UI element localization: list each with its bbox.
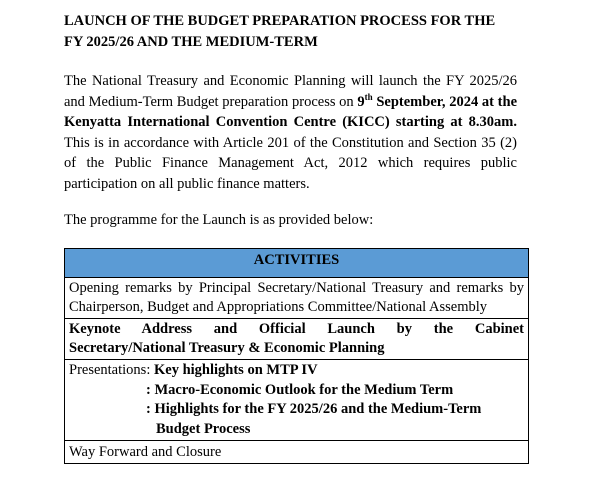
table-header-row — [65, 249, 529, 278]
intro-paragraph — [64, 71, 517, 194]
launch-day-suffix: th — [364, 91, 373, 102]
table-row — [65, 319, 529, 360]
table-row — [65, 278, 529, 319]
presentation-item-3-line-1: : Highlights for the FY 2025/26 and the Medium-Term — [146, 401, 482, 417]
presentation-item-3-line-2: Budget Process — [156, 420, 251, 437]
keynote-line-1: Keynote Address and Official Launch by the Cabinet — [69, 321, 524, 337]
presentation-item-2: : Macro-Economic Outlook for the Medium Term — [146, 381, 454, 398]
activities-header: ACTIVITIES — [65, 249, 529, 278]
activity-keynote — [65, 319, 529, 360]
intro-text-2: This is in accordance with Article 201 of the Constitution and Section 35 (2) of the Public Finance Management Act, 2012 which requires public participation on all public finance matters. — [64, 134, 517, 192]
activities-table — [64, 248, 529, 464]
table-row — [65, 441, 529, 464]
presentations-label: Presentations: — [69, 362, 154, 378]
intro-text-1: The National Treasury and Economic Planning will launch the FY 2025/26 and Medium-Term Budget preparation process on — [64, 73, 517, 110]
programme-intro: The programme for the Launch is as provided below: — [64, 212, 374, 228]
launch-day: 9 — [357, 93, 365, 110]
activity-presentations — [65, 360, 529, 441]
title-line-1: LAUNCH OF THE BUDGET PREPARATION PROCESS FOR THE — [64, 13, 496, 29]
document-title — [64, 11, 534, 53]
presentation-item-1: Key highlights on MTP IV — [153, 362, 318, 378]
title-line-2: FY 2025/26 AND THE MEDIUM-TERM — [64, 34, 318, 50]
launch-date-details: September, 2024 at the Kenyatta International Convention Centre (KICC) starting at 8.30am. — [64, 93, 518, 130]
activity-opening-remarks: Opening remarks by Principal Secretary/National Treasury and remarks by Chairperson, Budget and Appropriations Committee/National Assembly — [65, 278, 529, 319]
table-row — [65, 360, 529, 441]
activity-closure: Way Forward and Closure — [65, 441, 529, 464]
keynote-line-2: Secretary/National Treasury & Economic Planning — [69, 340, 385, 356]
